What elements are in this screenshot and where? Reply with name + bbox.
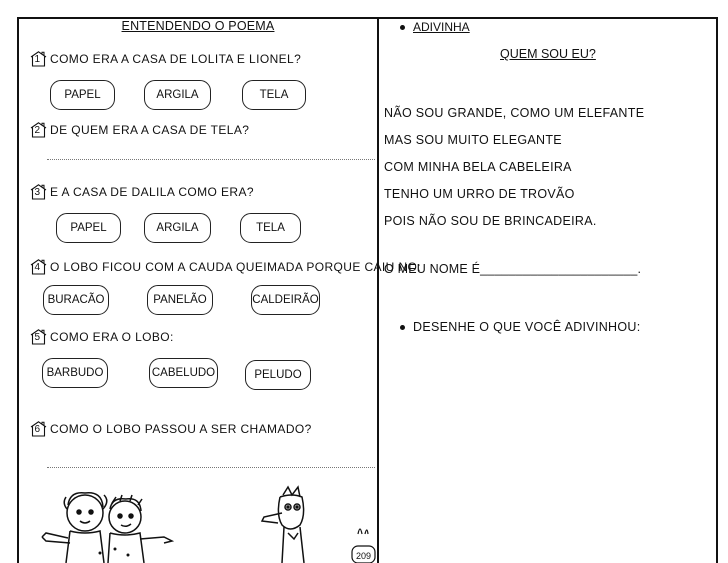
left-title: ENTENDENDO O POEMA: [121, 19, 275, 33]
option-peludo[interactable]: PELUDO: [245, 360, 311, 390]
question-5-text: COMO ERA O LOBO:: [50, 329, 174, 344]
option-barbudo[interactable]: BARBUDO: [42, 358, 108, 388]
house-number-icon: 3: [30, 184, 47, 199]
svg-text:209: 209: [355, 551, 372, 561]
option-argila[interactable]: ARGILA: [144, 80, 211, 110]
option-argila[interactable]: ARGILA: [144, 213, 211, 243]
question-6-text: COMO O LOBO PASSOU A SER CHAMADO?: [50, 421, 312, 436]
question-5: [30, 329, 174, 344]
answer-line-6[interactable]: [47, 467, 375, 468]
question-4-text: O LOBO FICOU COM A CAUDA QUEIMADA PORQUE CAIU NO:: [50, 259, 421, 274]
poem-line: TENHO UM URRO DE TROVÃO: [384, 187, 575, 201]
option-caldeirao[interactable]: CALDEIRÃO: [251, 285, 320, 315]
question-2-text: DE QUEM ERA A CASA DE TELA?: [50, 122, 250, 137]
bullet-icon: [400, 325, 405, 330]
draw-instruction: DESENHE O QUE VOCÊ ADIVINHOU:: [400, 320, 641, 334]
option-cabeludo[interactable]: CABELUDO: [149, 358, 218, 388]
option-papel[interactable]: PAPEL: [50, 80, 115, 110]
question-6: [30, 421, 312, 436]
house-number-icon: 2: [30, 122, 47, 137]
option-buracao[interactable]: BURACÃO: [43, 285, 109, 315]
question-3: [30, 184, 254, 199]
house-number-icon: 5: [30, 329, 47, 344]
house-number-icon: 6: [30, 421, 47, 436]
column-divider: [377, 17, 379, 563]
house-number-icon: 4: [30, 259, 47, 274]
riddle-heading: ADIVINHA: [400, 20, 470, 34]
house-number-icon: 1: [30, 51, 47, 66]
question-1: [30, 51, 301, 66]
riddle-subtitle: QUEM SOU EU?: [500, 47, 596, 61]
name-answer-line[interactable]: O MEU NOME É______________________.: [384, 262, 642, 276]
poem-line: NÃO SOU GRANDE, COMO UM ELEFANTE: [384, 106, 645, 120]
riddle-poem: [384, 100, 644, 235]
children-illustration: [40, 483, 175, 563]
option-tela[interactable]: TELA: [240, 213, 301, 243]
page-number-badge: [350, 520, 376, 563]
answer-line-2[interactable]: [47, 159, 375, 160]
option-papel[interactable]: PAPEL: [56, 213, 121, 243]
poem-line: MAS SOU MUITO ELEGANTE: [384, 133, 562, 147]
question-1-text: COMO ERA A CASA DE LOLITA E LIONEL?: [50, 51, 302, 66]
option-tela[interactable]: TELA: [242, 80, 306, 110]
bullet-icon: [400, 25, 405, 30]
page-frame: [17, 17, 718, 563]
poem-line: COM MINHA BELA CABELEIRA: [384, 160, 572, 174]
question-3-text: E A CASA DE DALILA COMO ERA?: [50, 184, 254, 199]
question-2: [30, 122, 249, 137]
wolf-illustration: [258, 485, 328, 563]
poem-line: POIS NÃO SOU DE BRINCADEIRA.: [384, 214, 597, 228]
question-4: [30, 259, 421, 274]
option-panelao[interactable]: PANELÃO: [147, 285, 213, 315]
